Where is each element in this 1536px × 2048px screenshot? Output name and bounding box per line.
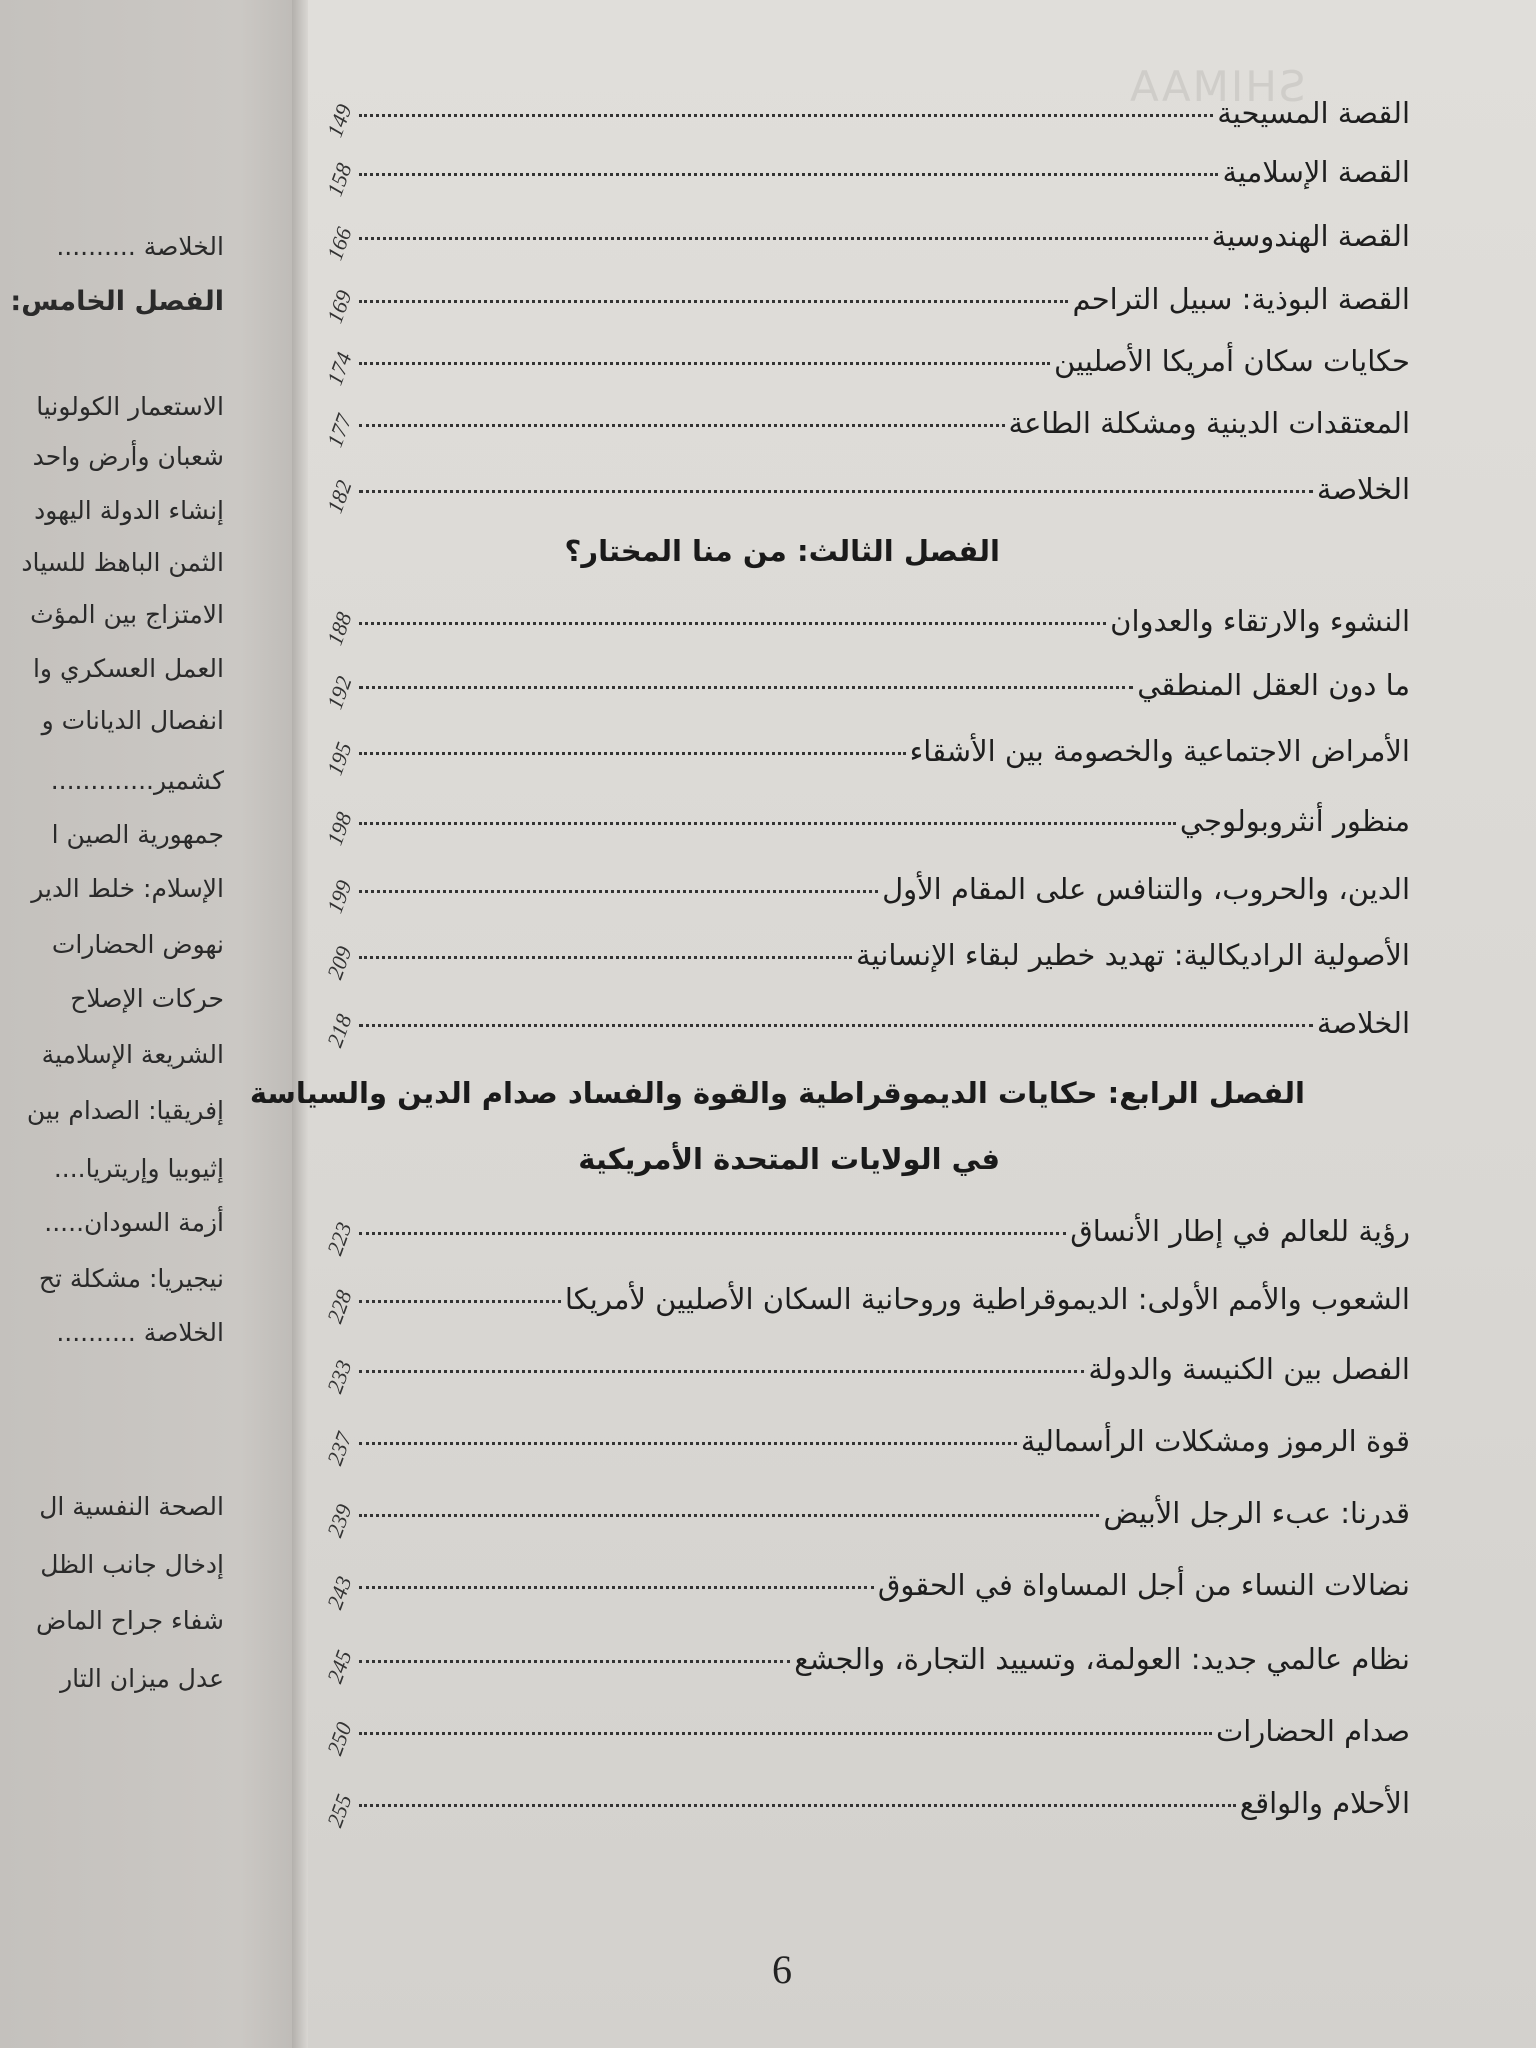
toc-entry-page: 239 [321,1500,357,1541]
watermark-stamp: SHIMAA [1128,62,1306,111]
toc-entry-title: الشعوب والأمم الأولى: الديموقراطية وروحانية السكان الأصليين لأمريكا [564,1282,1410,1316]
dot-leader [359,622,1106,625]
toc-entry-title: نضالات النساء من أجل المساواة في الحقوق [877,1568,1410,1602]
toc-entry [310,219,1410,264]
dot-leader [359,1370,1084,1373]
dot-leader [359,956,852,959]
dot-leader [359,1732,1212,1735]
dot-leader [359,1442,1017,1445]
left-toc-entry: أزمة السودان..... [44,1208,224,1237]
toc-entry [310,872,1410,917]
toc-entry-page: 149 [321,100,357,141]
left-toc-entry: الشريعة الإسلامية [41,1040,224,1069]
dot-leader [359,300,1068,303]
left-toc-entry: حركات الإصلاح [70,984,224,1013]
toc-entry-page: 228 [321,1286,357,1327]
left-toc-entry: الخلاصة .......... [56,232,224,261]
toc-entry [310,282,1410,327]
toc-entry [310,1424,1410,1469]
toc-entry-title: منظور أنثروبولوجي [1179,804,1410,838]
toc-entry [310,1642,1410,1687]
toc-entry-title: قدرنا: عبء الرجل الأبيض [1103,1496,1410,1530]
toc-entry [310,1786,1410,1831]
left-toc-entry: الامتزاج بين المؤث [30,600,224,629]
toc-entry-title: النشوء والارتقاء والعدوان [1110,604,1410,638]
dot-leader [359,362,1050,365]
chapter-heading: الفصل الرابع: حكايات الديموقراطية والقوة والفساد صدام الدين والسياسة [249,1076,1305,1110]
dot-leader [359,890,878,893]
toc-entry-page: 195 [321,738,357,779]
left-toc-entry: إدخال جانب الظل [40,1550,224,1579]
toc-entry [310,604,1410,649]
toc-entry-page: 218 [321,1010,357,1051]
toc-entry-page: 182 [321,476,357,517]
toc-entry-title: الخلاصة [1316,1006,1410,1040]
dot-leader [359,424,1005,427]
dot-leader [359,490,1313,493]
dot-leader [359,752,906,755]
toc-entry-page: 255 [321,1790,357,1831]
left-toc-entry: الإسلام: خلط الدير [31,874,224,903]
toc-entry-page: 237 [321,1428,357,1469]
left-chapter-heading: الفصل الخامس: [10,286,224,317]
toc-entry [310,155,1410,200]
toc-entry-title: الفصل بين الكنيسة والدولة [1088,1352,1410,1386]
left-toc-entry: شفاء جراح الماض [35,1606,224,1635]
dot-leader [359,1660,790,1663]
toc-entry [310,734,1410,779]
toc-entry [310,1006,1410,1051]
dot-leader [359,114,1213,117]
left-toc-entry: نيجيريا: مشكلة تح [38,1264,224,1293]
toc-entry [310,344,1410,389]
left-toc-entry: الصحة النفسية ال [39,1492,224,1521]
toc-entry-title: القصة الإسلامية [1222,155,1410,189]
toc-entry-page: 158 [321,159,357,200]
left-toc-entry: نهوض الحضارات [51,930,224,959]
toc-entry-page: 209 [321,942,357,983]
toc-entry [310,1282,1410,1327]
toc-entry-page: 199 [321,876,357,917]
toc-entry [310,938,1410,983]
dot-leader [359,237,1208,240]
toc-entry [310,96,1410,141]
toc-entry-title: المعتقدات الدينية ومشكلة الطاعة [1008,406,1410,440]
toc-entry [310,1714,1410,1759]
dot-leader [359,822,1176,825]
toc-entry-title: الخلاصة [1316,472,1410,506]
dot-leader [359,1514,1099,1517]
toc-entry-title: الأحلام والواقع [1239,1786,1410,1820]
left-page [0,0,300,2048]
toc-entry-title: ما دون العقل المنطقي [1137,668,1410,702]
dot-leader [359,1586,874,1589]
toc-entry-page: 169 [321,286,357,327]
left-toc-entry: العمل العسكري وا [32,654,224,683]
toc-entry-page: 243 [321,1572,357,1613]
toc-entry-title: رؤية للعالم في إطار الأنساق [1070,1214,1410,1248]
toc-entry-title: صدام الحضارات [1215,1714,1410,1748]
toc-entry-page: 233 [321,1356,357,1397]
dot-leader [359,686,1133,689]
toc-entry-page: 250 [321,1718,357,1759]
left-toc-entry: عدل ميزان التار [60,1664,224,1693]
toc-entry [310,1496,1410,1541]
toc-entry-page: 174 [321,348,357,389]
toc-entry [310,1568,1410,1613]
toc-entry-title: قوة الرموز ومشكلات الرأسمالية [1020,1424,1410,1458]
toc-entry [310,1214,1410,1259]
left-toc-entry: الثمن الباهظ للسياد [21,548,224,577]
toc-entry-page: 192 [321,672,357,713]
toc-entry [310,472,1410,517]
toc-entry-title: الأمراض الاجتماعية والخصومة بين الأشقاء [909,734,1410,768]
dot-leader [359,1300,561,1303]
toc-entry-page: 198 [321,808,357,849]
toc-entry-page: 223 [321,1218,357,1259]
toc-entry-title: نظام عالمي جديد: العولمة، وتسييد التجارة، والجشع [794,1642,1410,1676]
dot-leader [359,1232,1066,1235]
left-toc-entry: الخلاصة .......... [56,1318,224,1347]
left-toc-entry: إنشاء الدولة اليهود [34,496,224,525]
toc-entry [310,406,1410,451]
left-toc-entry: جمهورية الصين ا [51,820,224,849]
toc-entry-page: 245 [321,1646,357,1687]
toc-entry [310,804,1410,849]
left-toc-entry: انفصال الديانات و [41,706,224,735]
toc-entry-title: القصة المسيحية [1217,96,1410,130]
toc-entry-title: الأصولية الراديكالية: تهديد خطير لبقاء الإنسانية [855,938,1410,972]
chapter-heading: الفصل الثالث: من منا المختار؟ [564,534,1000,568]
toc-entry-title: القصة البوذية: سبيل التراحم [1072,282,1410,316]
toc-entry-title: حكايات سكان أمريكا الأصليين [1053,344,1410,378]
toc-entry [310,668,1410,713]
left-toc-entry: إفريقيا: الصدام بين [26,1096,224,1125]
dot-leader [359,1024,1313,1027]
left-toc-entry: إثيوبيا وإريتريا.... [53,1154,224,1183]
dot-leader [359,173,1218,176]
left-toc-entry: الاستعمار الكولونيا [36,392,224,421]
dot-leader [359,1804,1236,1807]
toc-entry [310,1352,1410,1397]
left-toc-entry: كشمير............. [50,766,224,795]
toc-entry-title: القصة الهندوسية [1211,219,1410,253]
toc-entry-page: 166 [321,223,357,264]
toc-entry-page: 188 [321,608,357,649]
toc-entry-title: الدين، والحروب، والتنافس على المقام الأول [882,872,1410,906]
left-toc-entry: شعبان وأرض واحد [32,442,224,471]
toc-entry-page: 177 [321,410,357,451]
chapter-heading: في الولايات المتحدة الأمريكية [578,1142,1000,1176]
page-number: 6 [772,1947,792,1992]
